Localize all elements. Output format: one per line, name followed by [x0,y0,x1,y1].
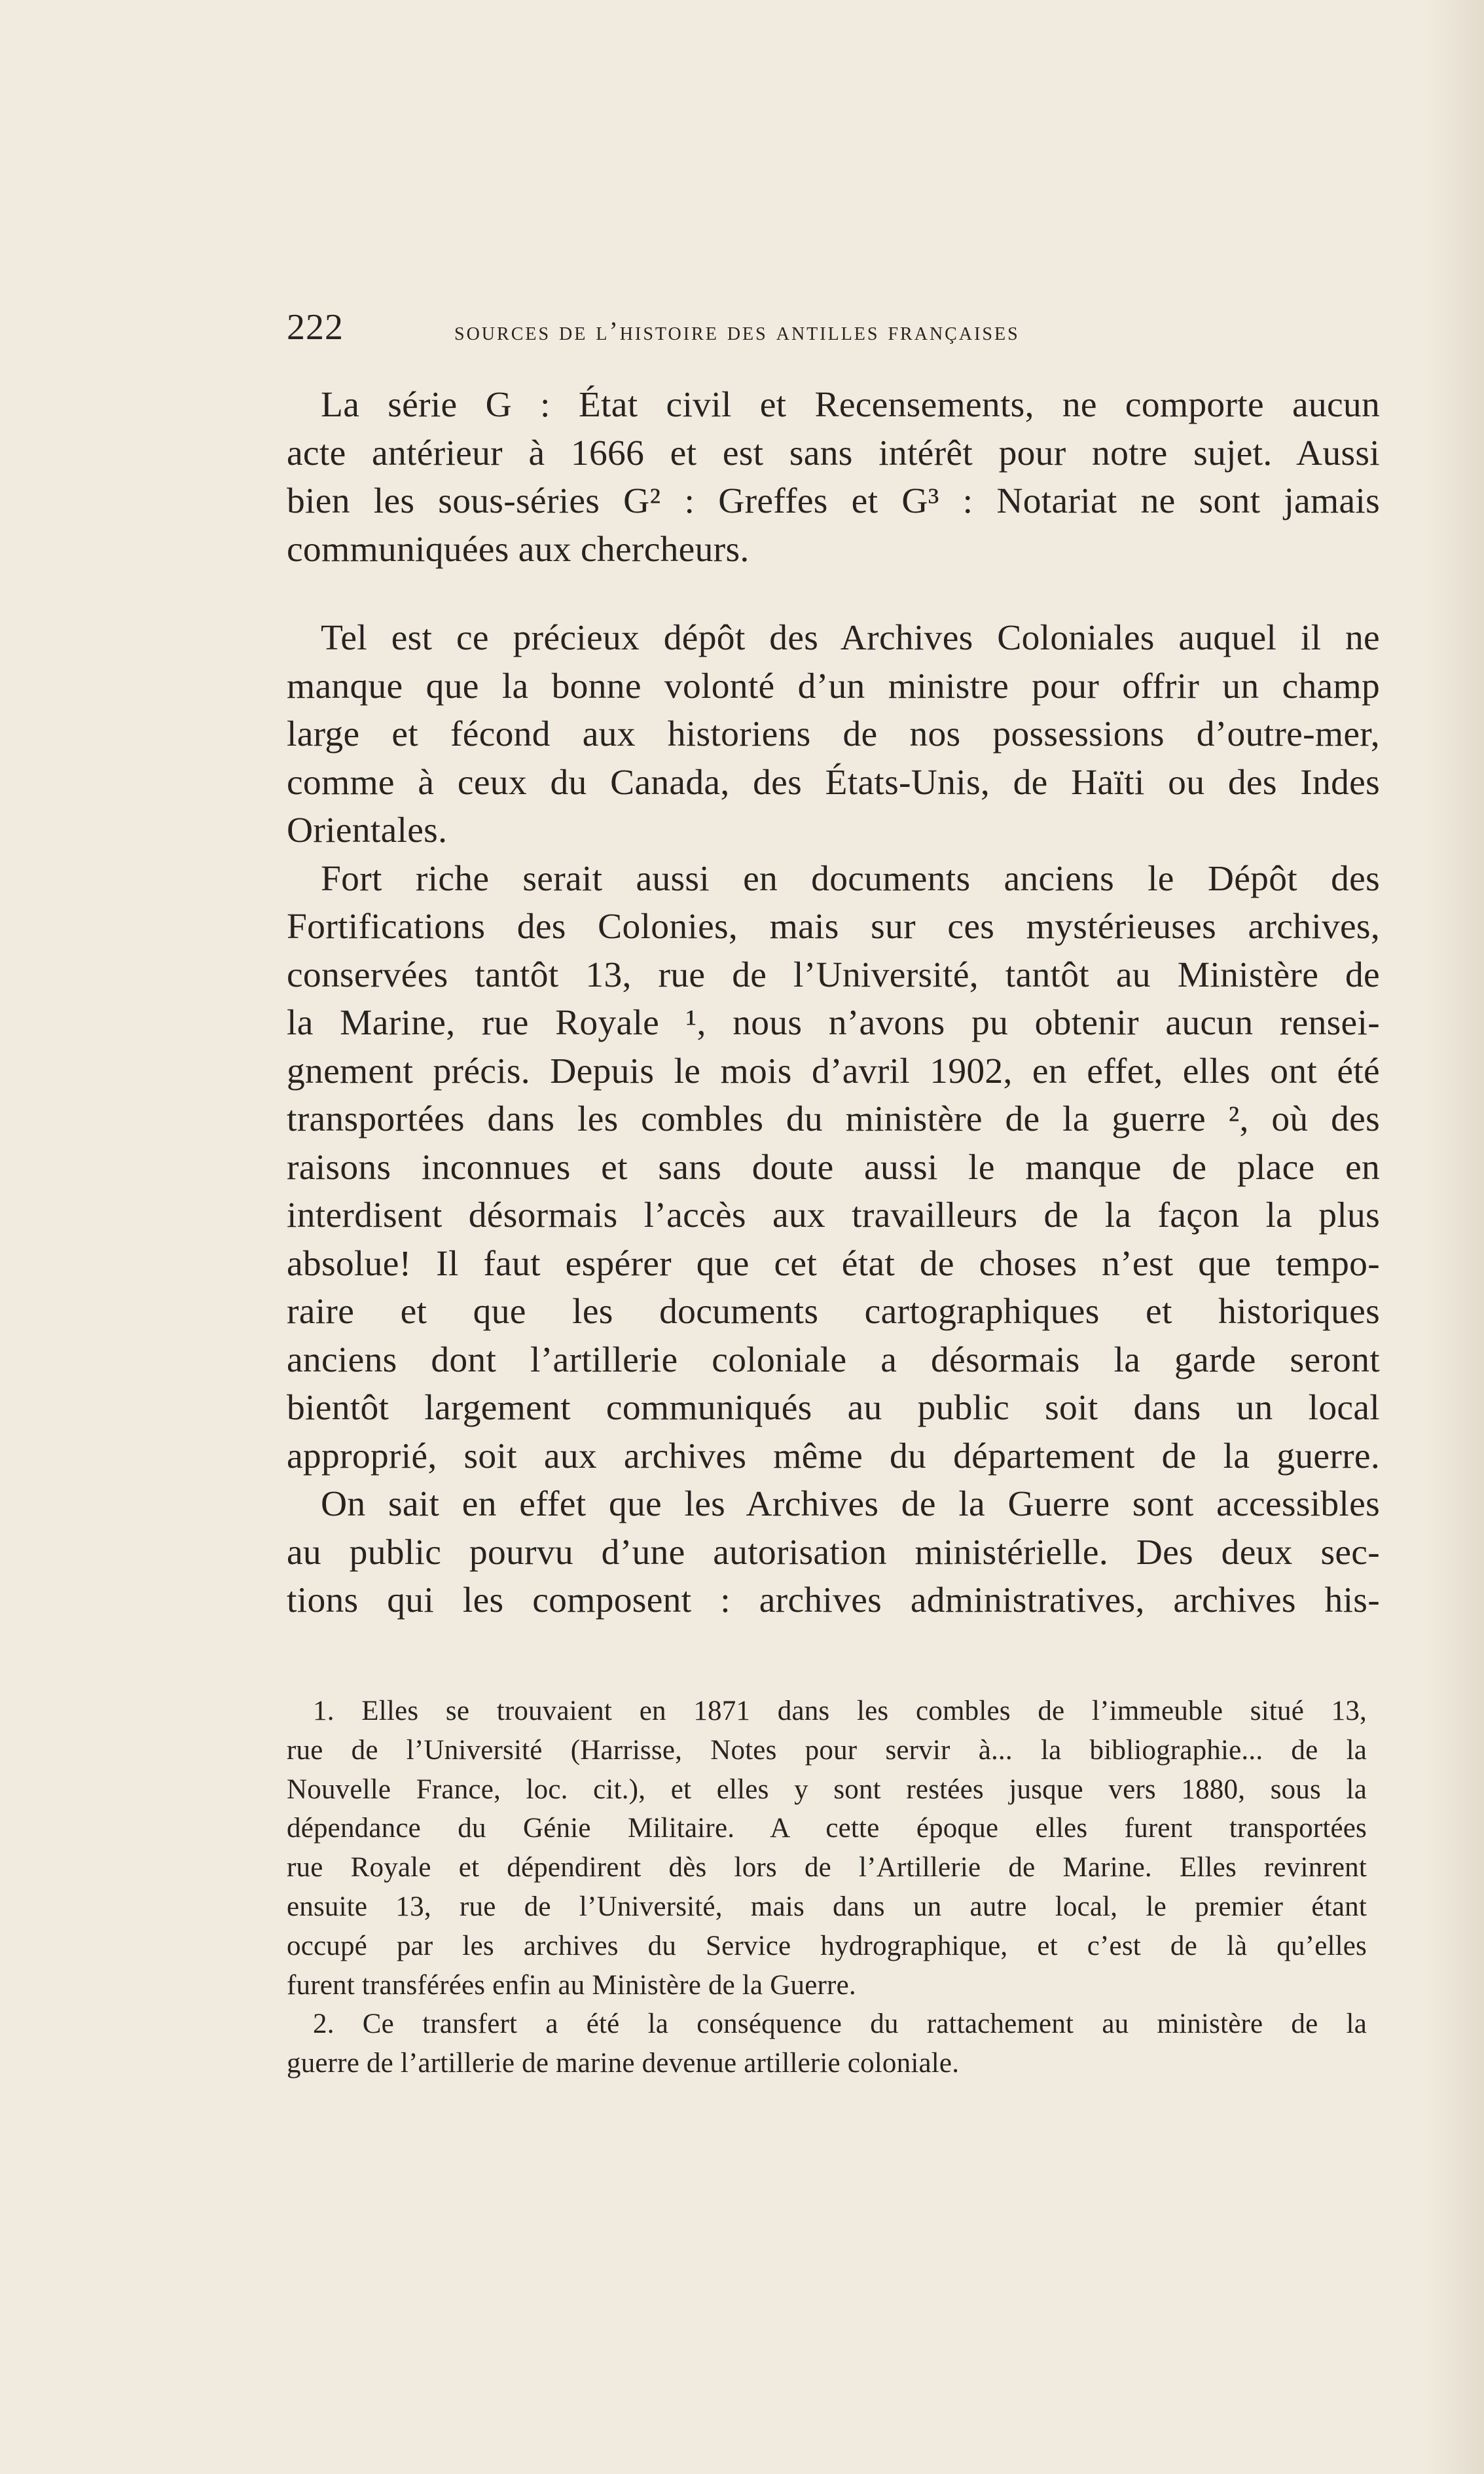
paragraph-1 [287,381,1380,573]
text-line: Tel est ce précieux dépôt des Archives Coloniales auquel il ne [321,618,1380,658]
footnotes [287,1692,1367,2083]
text-line: Orientales. [287,810,448,850]
text-line: bientôt largement communiqués au public soit dans un local [287,1388,1380,1428]
text-line: communiquées aux chercheurs. [287,529,750,570]
text-line: gnement précis. Depuis le mois d’avril 1902, en effet, elles ont été [287,1051,1380,1091]
body-text [287,381,1380,1625]
text-line: La série G : État civil et Recensements, ne comporte aucun [321,385,1380,425]
footnote-line: Nouvelle France, loc. cit.), et elles y sont restées jusque vers 1880, sous la [287,1774,1367,1805]
text-line: transportées dans les combles du ministère de la guerre ², où des [287,1099,1380,1139]
footnote-2 [287,2005,1367,2083]
page-edge-shadow [1425,0,1484,2474]
text-line: large et fécond aux historiens de nos possessions d’outre-mer, [287,714,1380,754]
text-line: Fortifications des Colonies, mais sur ces mystérieuses archives, [287,907,1380,947]
footnote-line: dépendance du Génie Militaire. A cette époque elles furent transportées [287,1813,1367,1844]
footnote-line: ensuite 13, rue de l’Université, mais dans un autre local, le premier étant [287,1891,1367,1922]
text-line: la Marine, rue Royale ¹, nous n’avons pu obtenir aucun rensei- [287,1003,1380,1043]
footnote-line: 2. Ce transfert a été la conséquence du rattachement au ministère de la [313,2009,1367,2040]
running-title: sources de l’histoire des antilles françaises [454,316,1020,346]
text-line: tions qui les composent : archives administratives, archives his- [287,1580,1380,1620]
page-number: 222 [287,307,344,348]
text-line: raire et que les documents cartographiques et historiques [287,1292,1380,1332]
footnote-line: guerre de l’artillerie de marine devenue artillerie coloniale. [287,2048,960,2079]
running-head [287,306,1229,352]
text-line: manque que la bonne volonté d’un ministre pour offrir un champ [287,666,1380,706]
footnote-line: occupé par les archives du Service hydrographique, et c’est de là qu’elles [287,1930,1367,1961]
footnote-line: 1. Elles se trouvaient en 1871 dans les combles de l’immeuble situé 13, [313,1696,1367,1726]
footnote-line: rue de l’Université (Harrisse, Notes pour servir à... la bibliographie... de la [287,1734,1367,1766]
text-line: au public pourvu d’une autorisation ministérielle. Des deux sec- [287,1532,1380,1573]
paragraph-3 [287,855,1380,1481]
text-line: Fort riche serait aussi en documents anciens le Dépôt des [321,858,1380,899]
text-line: interdisent désormais l’accès aux travailleurs de la façon la plus [287,1195,1380,1235]
footnote-1 [287,1692,1367,2005]
paragraph-gap [287,573,1380,614]
paragraph-4 [287,1480,1380,1625]
text-line: approprié, soit aux archives même du département de la guerre. [287,1436,1380,1476]
text-line: conservées tantôt 13, rue de l’Université, tantôt au Ministère de [287,955,1380,995]
text-line: comme à ceux du Canada, des États-Unis, de Haïti ou des Indes [287,762,1380,803]
text-line: bien les sous-séries G² : Greffes et G³ : Notariat ne sont jamais [287,481,1380,521]
paragraph-2 [287,614,1380,855]
text-line: anciens dont l’artillerie coloniale a désormais la garde seront [287,1339,1380,1380]
text-line: On sait en effet que les Archives de la Guerre sont accessibles [321,1484,1380,1524]
footnote-line: furent transférées enfin au Ministère de la Guerre. [287,1969,856,2001]
text-line: absolue! Il faut espérer que cet état de choses n’est que tempo- [287,1243,1380,1284]
text-line: acte antérieur à 1666 et est sans intérêt pour notre sujet. Aussi [287,433,1380,473]
text-line: raisons inconnues et sans doute aussi le manque de place en [287,1147,1380,1188]
footnote-line: rue Royale et dépendirent dès lors de l’Artillerie de Marine. Elles revinrent [287,1852,1367,1883]
